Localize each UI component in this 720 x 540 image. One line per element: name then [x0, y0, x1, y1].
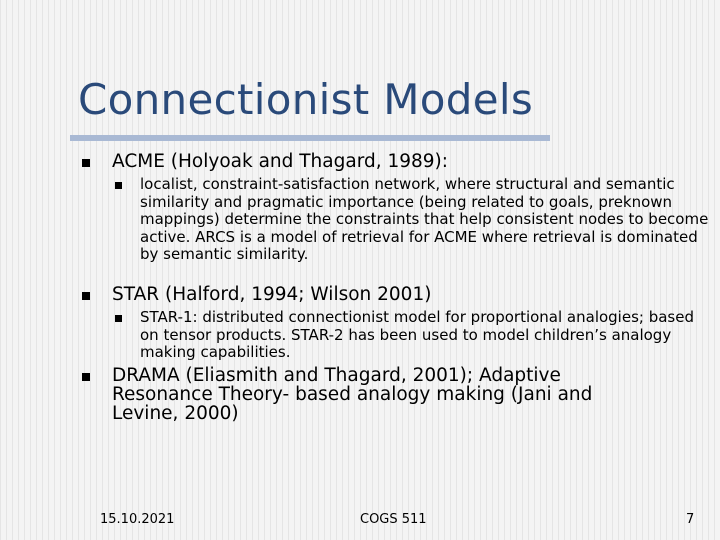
bullet-2: [82, 285, 672, 304]
bullet-square-icon: [115, 182, 122, 189]
bullet-3-text: DRAMA (Eliasmith and Thagard, 2001); Adaptive Resonance Theory- based analogy making (Jani and Levine, 2000): [112, 365, 593, 424]
bullet-square-icon: [82, 159, 90, 167]
bullet-2-sub: [115, 309, 710, 362]
bullet-3: [82, 366, 652, 423]
bullet-1-sub: [115, 176, 710, 264]
bullet-1-sub-text: localist, constraint-satisfaction network, where structural and semantic similarity and pragmatic importance (being related to goals, preknown mappings) determine the constraints that help consistent nodes to become active. ARCS is a model of retrieval for ACME where retrieval is dominated by semantic similarity.: [140, 175, 709, 263]
bullet-square-icon: [82, 373, 90, 381]
bullet-1-text: ACME (Holyoak and Thagard, 1989):: [112, 151, 449, 172]
bullet-square-icon: [115, 315, 122, 322]
footer-date: 15.10.2021: [100, 512, 175, 527]
bullet-2-sub-text: STAR-1: distributed connectionist model for proportional analogies; based on tensor products. STAR-2 has been used to model children’s analogy making capabilities.: [140, 308, 694, 361]
footer-course: COGS 511: [360, 512, 427, 527]
slide-title: Connectionist Models: [78, 75, 533, 124]
bullet-2-text: STAR (Halford, 1994; Wilson 2001): [112, 284, 432, 305]
bullet-1: [82, 152, 672, 171]
title-underline: [70, 135, 550, 141]
page-number: 7: [686, 512, 695, 527]
bullet-square-icon: [82, 292, 90, 300]
